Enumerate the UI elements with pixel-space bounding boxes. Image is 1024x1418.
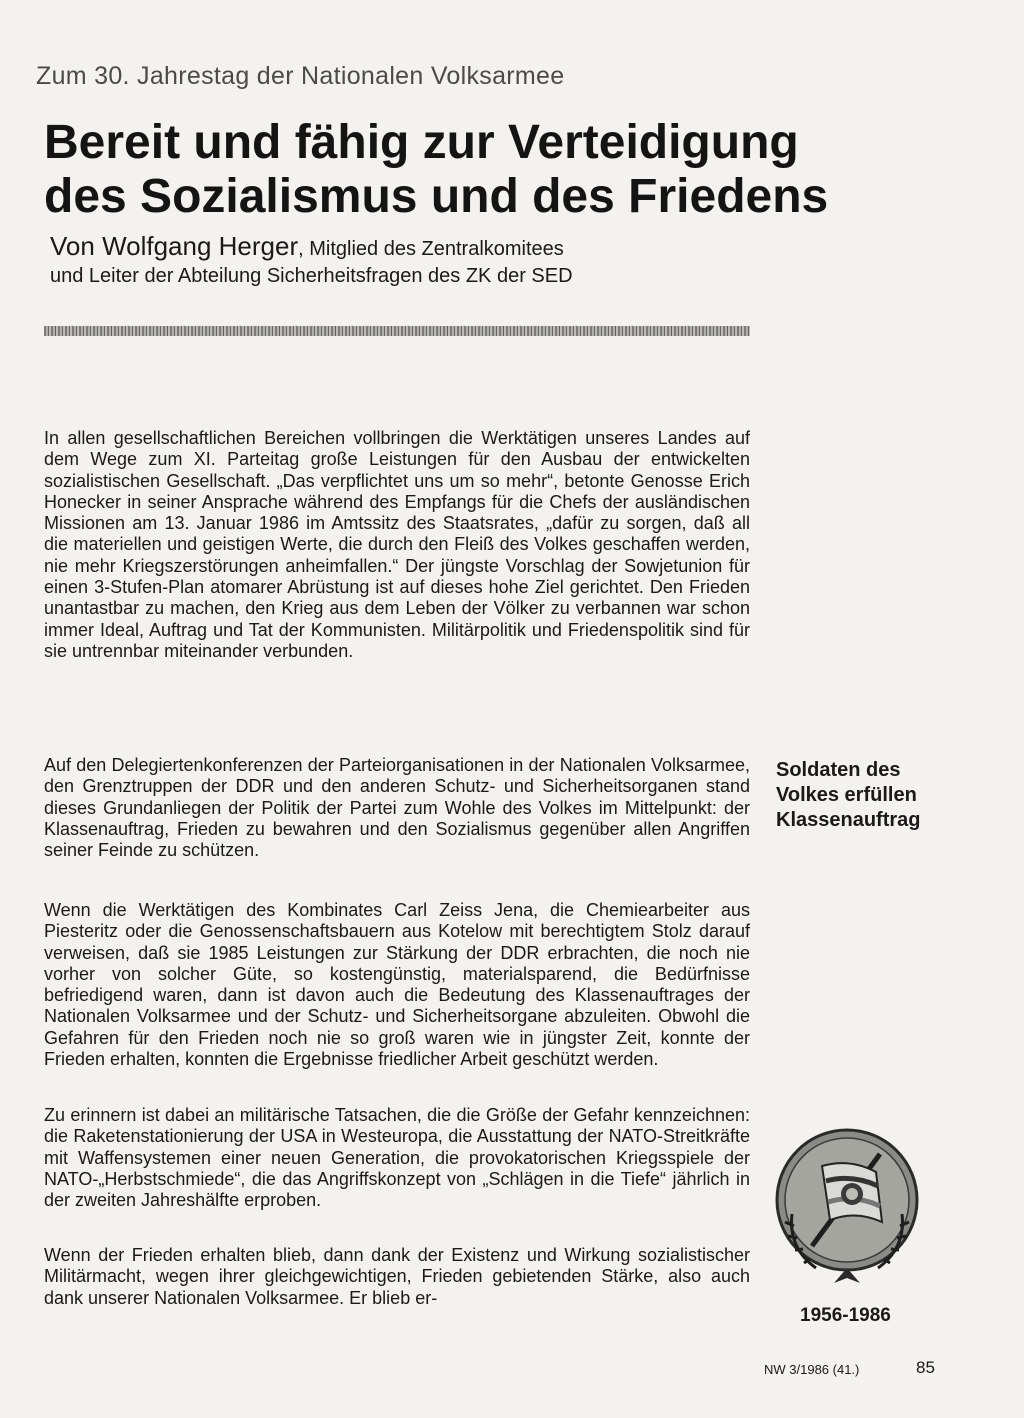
paragraph-5: Wenn der Frieden erhalten blieb, dann dank der Existenz und Wirkung sozialistischer Militärmacht, wegen ihrer gleichgewichtigen, Frieden gebietenden Stärke, also auch dank unserer Nationalen Volksarmee. Er blieb er- <box>44 1245 750 1308</box>
kicker: Zum 30. Jahrestag der Nationalen Volksarmee <box>36 62 565 90</box>
decorative-rule <box>44 326 750 336</box>
paragraph-1: In allen gesellschaftlichen Bereichen vollbringen die Werktätigen unseres Landes auf dem Wege zum XI. Parteitag große Leistungen für den Ausbau der entwickelten sozialistischen Gesellschaft. „Das verpflichtet uns um so mehr“, betonte Genosse Erich Honecker in seiner Ansprache während des Empfangs für die Chefs der ausländischen Missionen am 13. Januar 1986 im Amtssitz des Staatsrates, „dafür zu sorgen, daß all die materiellen und geistigen Werte, die durch den Fleiß des Volkes geschaffen werden, nie mehr Kriegszerstörungen anheimfallen.“ Der jüngste Vorschlag der Sowjetunion für einen 3-Stufen-Plan atomarer Abrüstung ist auf dieses hohe Ziel gerichtet. Den Frieden unantastbar zu machen, den Krieg aus dem Leben der Völker zu verbannen war schon immer Ideal, Auftrag und Tat der Kommunisten. Militärpolitik und Friedenspolitik sind für sie untrennbar miteinander verbunden. <box>44 428 750 661</box>
byline <box>50 232 850 289</box>
nva-anniversary-medal-icon <box>772 1118 922 1286</box>
byline-line-1 <box>50 232 850 263</box>
side-heading-line-3: Klassenauftrag <box>776 809 921 831</box>
anniversary-years: 1956-1986 <box>800 1305 891 1326</box>
side-heading-line-1: Soldaten des <box>776 759 901 781</box>
paragraph-2: Auf den Delegiertenkonferenzen der Parteiorganisationen in der Nationalen Volksarmee, den Grenztruppen der DDR und den anderen Schutz- und Sicherheitsorganen stand dieses Grundanliegen der Politik der Partei zum Wohle des Volkes im Mittelpunkt: der Klassenauftrag, Frieden zu bewahren und den Sozialismus gegenüber allen Angriffen seiner Feinde zu schützen. <box>44 755 750 861</box>
headline-line-2: des Sozialismus und des Friedens <box>44 170 829 223</box>
side-heading <box>776 758 936 833</box>
headline <box>44 116 924 224</box>
byline-prefix: Von <box>50 231 103 261</box>
paragraph-4: Zu erinnern ist dabei an militärische Tatsachen, die die Größe der Gefahr kennzeichnen: die Raketenstationierung der USA in Westeuropa, die Ausstattung der NATO-Streitkräfte mit Waffensystemen einer neuen Generation, die provokatorischen Kriegsspiele der NATO-„Herbstschmiede“, die das Angriffskonzept von „Schlägen in die Tiefe“ jährlich in der zweiten Jahreshälfte erproben. <box>44 1105 750 1211</box>
publication-reference: NW 3/1986 (41.) <box>764 1362 860 1377</box>
page-number: 85 <box>916 1358 935 1377</box>
author-name: Wolfgang Herger <box>102 231 299 261</box>
author-title: , Mitglied des Zentralkomitees <box>298 238 564 260</box>
side-heading-line-2: Volkes erfüllen <box>776 784 917 806</box>
byline-line-2: und Leiter der Abteilung Sicherheitsfragen des ZK der SED <box>50 265 573 287</box>
headline-line-1: Bereit und fähig zur Verteidigung <box>44 116 799 169</box>
paragraph-3: Wenn die Werktätigen des Kombinates Carl Zeiss Jena, die Chemiearbeiter aus Piesteritz oder die Genossenschaftsbauern aus Kotelow mit berechtigtem Stolz darauf verweisen, daß sie 1985 Leistungen zur Stärkung der DDR erbrachten, die noch nie vorher von solcher Güte, so kostengünstig, materialsparend, die Bedürfnisse befriedigend waren, dann ist davon auch die Bedeutung des Klassenauftrages der Nationalen Volksarmee und der Schutz- und Sicherheitsorgane abzuleiten. Obwohl die Gefahren für den Frieden noch nie so groß waren wie in jüngster Zeit, konnte der Frieden erhalten, konnten die Ergebnisse friedlicher Arbeit geschützt werden. <box>44 900 750 1070</box>
